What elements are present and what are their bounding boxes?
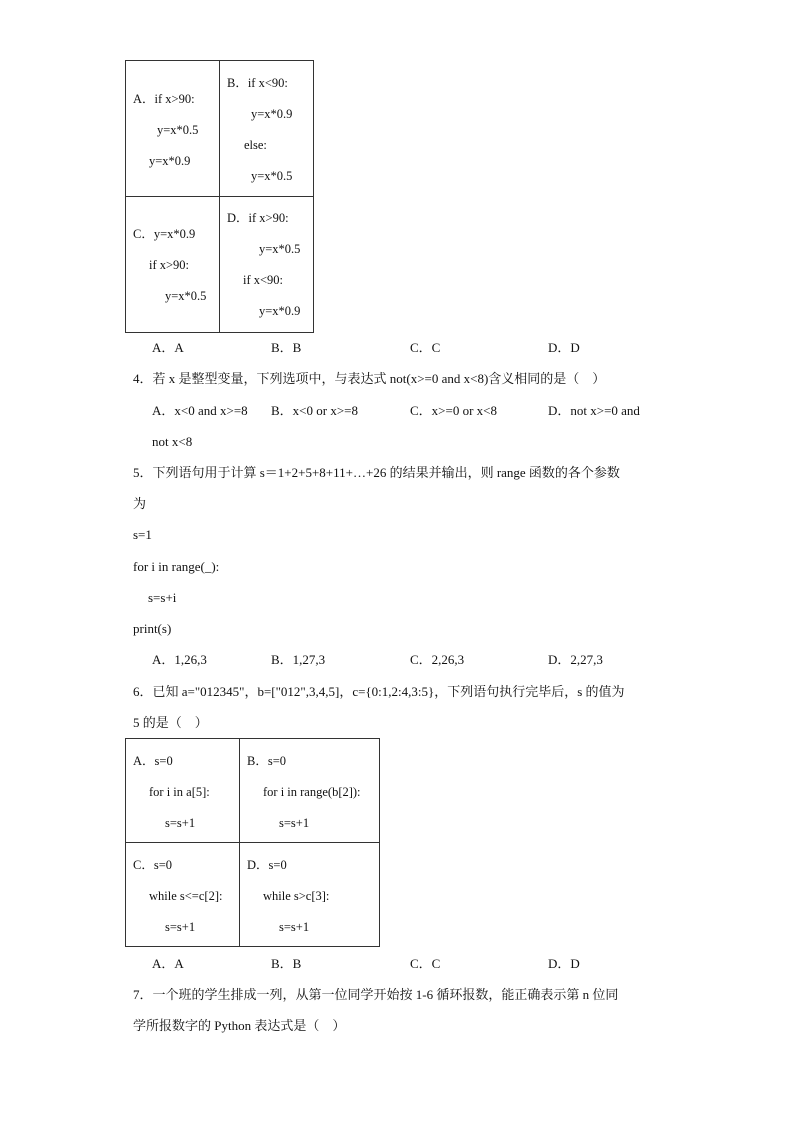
code-line: if x>90:: [149, 258, 190, 272]
q6-cell-c: [126, 843, 240, 947]
q3-options: [0, 340, 794, 356]
option-d[interactable]: D．D: [548, 340, 580, 355]
code-line: s=s+i: [148, 590, 177, 605]
code-line: C．s=0: [133, 858, 173, 872]
option-c[interactable]: C．x>=0 or x<8: [410, 403, 497, 418]
option-a[interactable]: A．A: [152, 956, 184, 971]
code-line: for i in a[5]:: [149, 785, 210, 799]
q6-cell-a: [126, 739, 240, 843]
code-line: else:: [244, 138, 267, 152]
code-line: D．if x>90:: [227, 211, 289, 225]
option-d[interactable]: D．not x>=0 and: [548, 403, 640, 418]
code-line: print(s): [133, 621, 172, 636]
option-b[interactable]: B．B: [271, 340, 302, 355]
code-line: y=x*0.5: [157, 123, 199, 137]
code-line: for i in range(_):: [133, 559, 220, 574]
option-d[interactable]: D．2,27,3: [548, 652, 603, 667]
code-line: s=1: [133, 527, 152, 542]
option-d-continuation: not x<8: [152, 434, 193, 449]
option-a[interactable]: A．1,26,3: [152, 652, 207, 667]
q4-stem: 4．若 x 是整型变量，下列选项中，与表达式 not(x>=0 and x<8)含义相同的是（ ）: [133, 371, 606, 386]
option-b[interactable]: B．B: [271, 956, 302, 971]
code-line: if x<90:: [243, 273, 284, 287]
q3-cell-c: [126, 197, 220, 333]
code-line: y=x*0.9: [149, 154, 191, 168]
q6-cell-b: [240, 739, 380, 843]
q3-cell-a: [126, 61, 220, 197]
q5-stem-line2: 为: [133, 496, 147, 511]
q3-choice-table: [125, 60, 314, 333]
code-line: y=x*0.5: [251, 169, 293, 183]
code-line: s=s+1: [279, 816, 310, 830]
option-c[interactable]: C．2,26,3: [410, 652, 465, 667]
option-b[interactable]: B．1,27,3: [271, 652, 326, 667]
code-line: s=s+1: [165, 816, 196, 830]
option-a[interactable]: A．A: [152, 340, 184, 355]
q6-cell-d: [240, 843, 380, 947]
code-line: y=x*0.9: [259, 304, 301, 318]
option-c[interactable]: C．C: [410, 956, 441, 971]
q3-cell-b: [220, 61, 314, 197]
q7-stem-line2: 学所报数字的 Python 表达式是（ ）: [133, 1018, 346, 1033]
q4-options: [0, 403, 794, 419]
code-line: A．s=0: [133, 754, 173, 768]
code-line: D．s=0: [247, 858, 287, 872]
option-c[interactable]: C．C: [410, 340, 441, 355]
q6-options: [0, 956, 794, 972]
code-line: y=x*0.5: [165, 289, 207, 303]
code-line: while s>c[3]:: [263, 889, 330, 903]
q6-stem-line1: 6．已知 a="012345"，b=["012",3,4,5]，c={0:1,2:4,3:5}，下列语句执行完毕后，s 的值为: [133, 684, 625, 699]
code-line: for i in range(b[2]):: [263, 785, 361, 799]
code-line: y=x*0.5: [259, 242, 301, 256]
code-line: while s<=c[2]:: [149, 889, 223, 903]
code-line: B．s=0: [247, 754, 287, 768]
q3-cell-d: [220, 197, 314, 333]
code-line: A．if x>90:: [133, 92, 195, 106]
code-line: s=s+1: [165, 920, 196, 934]
option-b[interactable]: B．x<0 or x>=8: [271, 403, 358, 418]
option-d[interactable]: D．D: [548, 956, 580, 971]
q6-choice-table: [125, 738, 380, 947]
q7-stem-line1: 7．一个班的学生排成一列，从第一位同学开始按 1-6 循环报数，能正确表示第 n 位同: [133, 987, 619, 1002]
code-line: C．y=x*0.9: [133, 227, 196, 241]
q5-options: [0, 652, 794, 668]
code-line: y=x*0.9: [251, 107, 293, 121]
code-line: s=s+1: [279, 920, 310, 934]
q5-stem-line1: 5．下列语句用于计算 s＝1+2+5+8+11+…+26 的结果并输出，则 range 函数的各个参数: [133, 465, 620, 480]
code-line: B．if x<90:: [227, 76, 288, 90]
q6-stem-line2: 5 的是（ ）: [133, 715, 208, 730]
option-a[interactable]: A．x<0 and x>=8: [152, 403, 248, 418]
